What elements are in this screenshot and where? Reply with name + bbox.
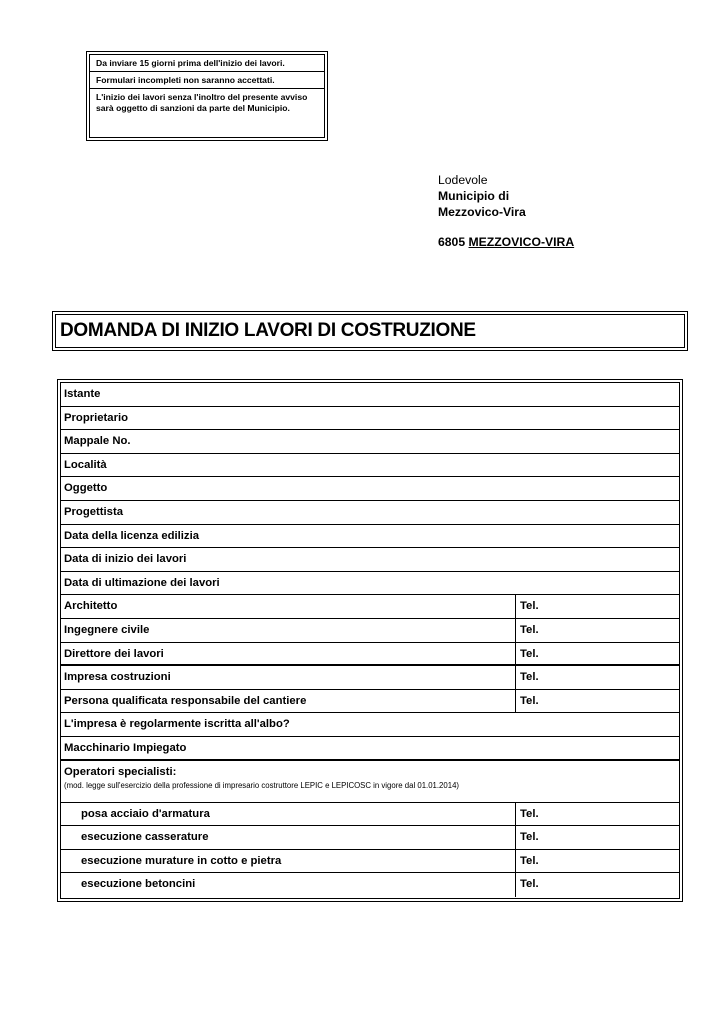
field-label: Data di ultimazione dei lavori bbox=[64, 576, 220, 589]
address-postal bbox=[438, 234, 574, 250]
field-istante[interactable] bbox=[61, 383, 679, 407]
tel-field[interactable]: Tel. bbox=[515, 666, 679, 689]
operator-casserature[interactable] bbox=[61, 826, 679, 850]
tel-field[interactable]: Tel. bbox=[515, 850, 679, 873]
page-title: DOMANDA DI INIZIO LAVORI DI COSTRUZIONE bbox=[55, 314, 685, 348]
application-form bbox=[57, 379, 683, 902]
field-label: Macchinario Impiegato bbox=[64, 741, 187, 754]
field-direttore[interactable] bbox=[61, 643, 679, 667]
notice-line-deadline: Da inviare 15 giorni prima dell'inizio dei lavori. bbox=[90, 55, 324, 72]
notice-line-incomplete: Formulari incompleti non saranno accettati. bbox=[90, 72, 324, 89]
field-impresa[interactable] bbox=[61, 666, 679, 690]
address-salutation: Lodevole bbox=[438, 173, 488, 187]
field-label: Progettista bbox=[64, 505, 124, 518]
field-ingegnere[interactable] bbox=[61, 619, 679, 643]
recipient-address bbox=[438, 172, 574, 250]
notice-line-sanctions: L'inizio dei lavori senza l'inoltro del presente avviso sarà oggetto di sanzioni da parte del Municipio. bbox=[96, 92, 308, 113]
field-data-licenza[interactable] bbox=[61, 525, 679, 549]
tel-field[interactable]: Tel. bbox=[515, 873, 679, 897]
address-line2: Mezzovico-Vira bbox=[438, 205, 526, 219]
field-label: Proprietario bbox=[64, 411, 129, 424]
field-label: Architetto bbox=[64, 600, 118, 613]
field-label: Direttore dei lavori bbox=[64, 647, 164, 660]
notice-inner bbox=[89, 54, 325, 138]
tel-field[interactable]: Tel. bbox=[515, 595, 679, 618]
title-box bbox=[52, 311, 688, 351]
operator-label: esecuzione betoncini bbox=[81, 878, 196, 891]
tel-field[interactable]: Tel. bbox=[515, 826, 679, 849]
field-label: Impresa costruzioni bbox=[64, 671, 171, 684]
field-oggetto[interactable] bbox=[61, 477, 679, 501]
operator-betoncini[interactable] bbox=[61, 873, 679, 897]
notice-box bbox=[86, 51, 328, 141]
tel-field[interactable]: Tel. bbox=[515, 690, 679, 713]
tel-field[interactable]: Tel. bbox=[515, 803, 679, 826]
field-localita[interactable] bbox=[61, 454, 679, 478]
field-mappale[interactable] bbox=[61, 430, 679, 454]
operator-label: posa acciaio d'armatura bbox=[81, 807, 210, 820]
field-progettista[interactable] bbox=[61, 501, 679, 525]
tel-field[interactable]: Tel. bbox=[515, 619, 679, 642]
field-macchinario[interactable] bbox=[61, 737, 679, 761]
field-label: L'impresa è regolarmente iscritta all'albo? bbox=[64, 718, 290, 731]
operator-label: esecuzione casserature bbox=[81, 831, 209, 844]
operators-title: Operatori specialisti: bbox=[64, 765, 177, 778]
operators-note: (mod. legge sull'esercizio della professione di impresario costruttore LEPIC e LEPICOSC in vigore dal 01.01.2014) bbox=[64, 780, 459, 790]
field-label: Persona qualificata responsabile del cantiere bbox=[64, 694, 307, 707]
operator-murature[interactable] bbox=[61, 850, 679, 874]
operators-header bbox=[61, 761, 679, 803]
field-label: Località bbox=[64, 458, 107, 471]
address-city: MEZZOVICO-VIRA bbox=[468, 235, 575, 249]
field-label: Mappale No. bbox=[64, 435, 131, 448]
form-inner bbox=[60, 382, 680, 899]
field-iscrizione-albo[interactable] bbox=[61, 713, 679, 737]
field-label: Ingegnere civile bbox=[64, 623, 150, 636]
field-architetto[interactable] bbox=[61, 595, 679, 619]
operator-label: esecuzione murature in cotto e pietra bbox=[81, 854, 282, 867]
field-label: Oggetto bbox=[64, 482, 108, 495]
field-data-inizio[interactable] bbox=[61, 548, 679, 572]
field-persona-qualificata[interactable] bbox=[61, 690, 679, 714]
tel-field[interactable]: Tel. bbox=[515, 643, 679, 665]
field-label: Istante bbox=[64, 388, 101, 400]
address-line1: Municipio di bbox=[438, 189, 510, 203]
field-proprietario[interactable] bbox=[61, 407, 679, 431]
address-postcode: 6805 bbox=[438, 235, 466, 249]
field-label: Data della licenza edilizia bbox=[64, 529, 199, 542]
field-data-ultimazione[interactable] bbox=[61, 572, 679, 596]
field-label: Data di inizio dei lavori bbox=[64, 553, 187, 566]
operator-posa-acciaio[interactable] bbox=[61, 803, 679, 827]
